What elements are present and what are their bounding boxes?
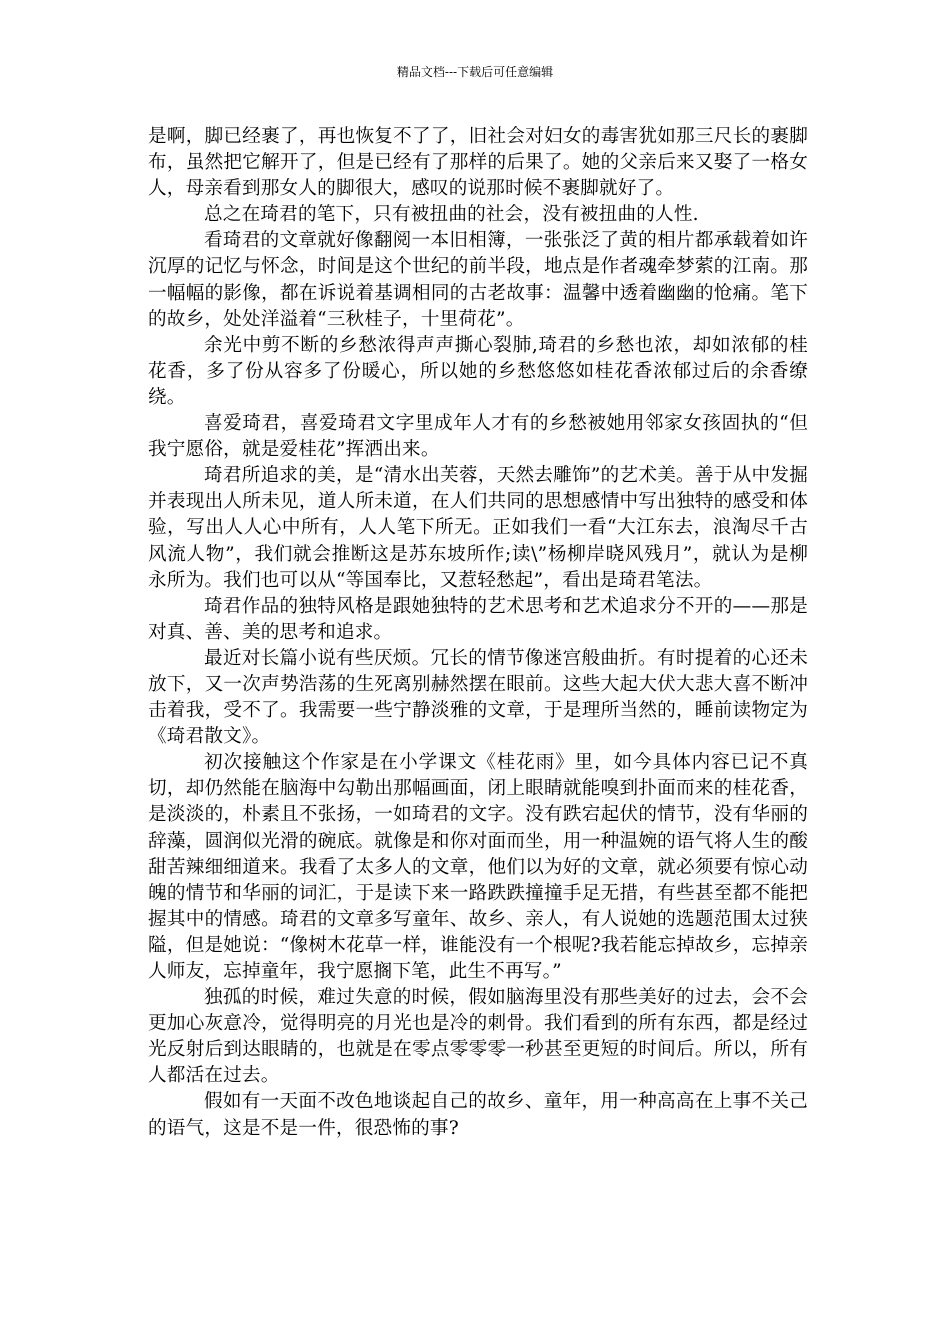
paragraph: 余光中剪不断的乡愁浓得声声撕心裂肺,琦君的乡愁也浓，却如浓郁的桂花香，多了份从容多了份暖心，所以她的乡愁悠悠如桂花香浓郁过后的余香缭绕。 bbox=[148, 334, 808, 408]
paragraph: 总之在琦君的笔下，只有被扭曲的社会，没有被扭曲的人性. bbox=[204, 204, 699, 226]
paragraph: 是啊，脚已经裹了，再也恢复不了了，旧社会对妇女的毒害犹如那三尺长的裹脚布，虽然把它解开了，但是已经有了那样的后果了。她的父亲后来又娶了一格女人，母亲看到那女人的脚很大，感叹的说那时候不裹脚就好了。 bbox=[148, 126, 808, 200]
paragraph: 假如有一天面不改色地谈起自己的故乡、童年，用一种高高在上事不关己的语气，这是不是一件，很恐怖的事? bbox=[148, 1091, 808, 1139]
page-header: 精品文档---下载后可任意编辑 bbox=[396, 65, 554, 79]
paragraph: 喜爱琦君，喜爱琦君文字里成年人才有的乡愁被她用邻家女孩固执的“但我宁愿俗，就是爱桂花”挥洒出来。 bbox=[148, 413, 808, 461]
paragraph: 琦君作品的独特风格是跟她独特的艺术思考和艺术追求分不开的——那是对真、善、美的思考和追求。 bbox=[148, 595, 808, 643]
paragraph: 看琦君的文章就好像翻阅一本旧相簿，一张张泛了黄的相片都承载着如许沉厚的记忆与怀念，时间是这个世纪的前半段，地点是作者魂牵梦萦的江南。那一幅幅的影像，都在诉说着基调相同的古老故事：温馨中透着幽幽的怆痛。笔下的故乡，处处洋溢着“三秋桂子，十里荷花”。 bbox=[148, 230, 808, 330]
paragraph: 最近对长篇小说有些厌烦。冗长的情节像迷宫般曲折。有时提着的心还未放下，又一次声势浩荡的生死离别赫然摆在眼前。这些大起大伏大悲大喜不断冲击着我，受不了。我需要一些宁静淡雅的文章，于是理所当然的，睡前读物定为《琦君散文》。 bbox=[148, 647, 808, 748]
document-body bbox=[148, 124, 808, 1142]
paragraph: 独孤的时候，难过失意的时候，假如脑海里没有那些美好的过去，会不会更加心灰意冷，觉得明亮的月光也是冷的刺骨。我们看到的所有东西，都是经过光反射后到达眼睛的，也就是在零点零零零一秒甚至更短的时间后。所以，所有人都活在过去。 bbox=[148, 987, 808, 1087]
paragraph: 琦君所追求的美，是“清水出芙蓉，天然去雕饰”的艺术美。善于从中发掘并表现出人所未见，道人所未道，在人们共同的思想感情中写出独特的感受和体验，写出人人心中所有，人人笔下所无。正如我们一看“大江东去，浪淘尽千古风流人物”，我们就会推断这是苏东坡所作;读\”杨柳岸晓风残月”，就认为是柳永所为。我们也可以从“等国奉比，又惹轻愁起”，看出是琦君笔法。 bbox=[148, 465, 808, 591]
paragraph: 初次接触这个作家是在小学课文《桂花雨》里，如今具体内容已记不真切，却仍然能在脑海中勾勒出那幅画面，闭上眼睛就能嗅到扑面而来的桂花香，是淡淡的，朴素且不张扬，一如琦君的文字。没有跌宕起伏的情节，没有华丽的辞藻，圆润似光滑的碗底。就像是和你对面而坐，用一种温婉的语气将人生的酸甜苦辣细细道来。我看了太多人的文章，他们以为好的文章，就必须要有惊心动魄的情节和华丽的词汇，于是读下来一路跌跌撞撞手足无措，有些甚至都不能把握其中的情感。琦君的文章多写童年、故乡、亲人，有人说她的选题范围太过狭隘，但是她说：“像树木花草一样，谁能没有一个根呢?我若能忘掉故乡，忘掉亲人师友，忘掉童年，我宁愿搁下笔，此生不再写。” bbox=[148, 752, 808, 982]
